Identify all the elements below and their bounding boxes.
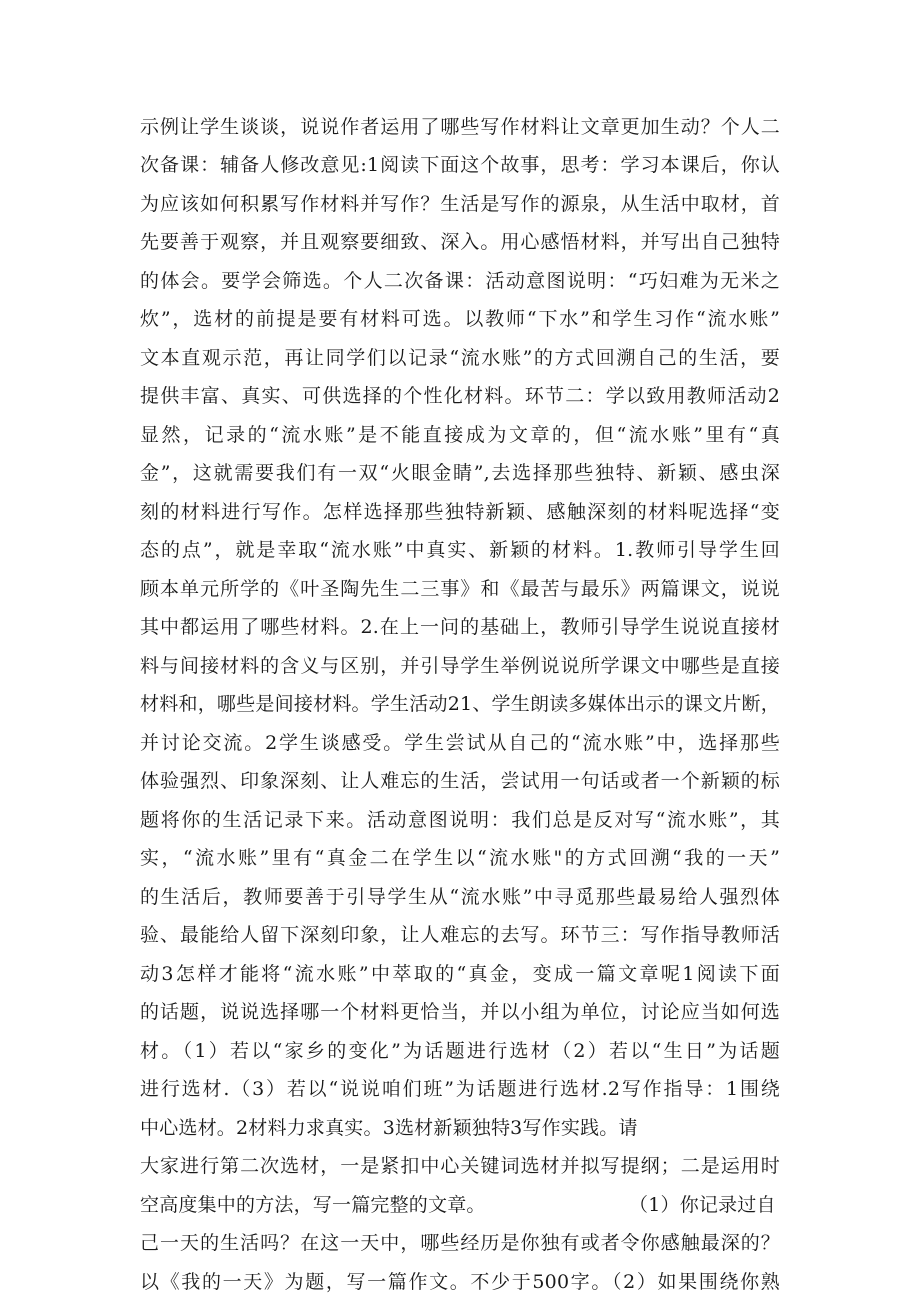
text-line: 为应该如何积累写作材料并写作？生活是写作的源泉，从生活中取材，首 bbox=[140, 193, 780, 215]
text-line: 料与间接材料的含义与区别，并引导学生举例说说所学课文中哪些是直接 bbox=[140, 655, 780, 677]
text-line: 其中都运用了哪些材料。2.在上一问的基础上，教师引导学生说说直接材 bbox=[140, 616, 780, 638]
text-line: 中心选材。2材料力求真实。3选材新颖独特3写作实践。请 bbox=[140, 1117, 638, 1139]
text-line: 体验强烈、印象深刻、让人难忘的生活，尝试用一句话或者一个新颖的标 bbox=[140, 770, 780, 792]
text-line: 顾本单元所学的《叶圣陶先生二三事》和《最苦与最乐》两篇课文，说说 bbox=[140, 578, 780, 600]
text-line: 空高度集中的方法，写一篇完整的文章。 bbox=[140, 1194, 486, 1216]
text-line: 大家进行第二次选材，一是紧扣中心关键词选材并拟写提纲；二是运用时 bbox=[140, 1155, 780, 1177]
text-line: 己一天的生活吗？在这一天中，哪些经历是你独有或者令你感触最深的？ bbox=[140, 1232, 780, 1254]
text-line: 以《我的一天》为题，写一篇作文。不少于500字。（2）如果围绕你熟 bbox=[140, 1271, 780, 1293]
text-line: 题将你的生活记录下来。活动意图说明：我们总是反对写“流水账”，其 bbox=[140, 809, 780, 831]
text-line: 示例让学生谈谈，说说作者运用了哪些写作材料让文章更加生动？个人二 bbox=[140, 116, 780, 138]
text-line: 先要善于观察，并且观察要细致、深入。用心感悟材料，并写出自己独特 bbox=[140, 231, 780, 253]
text-line: 文本直观示范，再让同学们以记录“流水账”的方式回溯自己的生活，要 bbox=[140, 347, 780, 369]
text-line: （1）你记录过自 bbox=[629, 1194, 776, 1216]
text-line: 金”，这就需要我们有一双“火眼金睛”,去选择那些独特、新颖、感虫深 bbox=[140, 462, 780, 484]
text-line: 并讨论交流。2学生谈感受。学生尝试从自己的“流水账”中，选择那些 bbox=[140, 732, 780, 754]
text-line: 态的点”，就是幸取“流水账”中真实、新颖的材料。1.教师引导学生回 bbox=[140, 539, 780, 561]
text-line: 次备课：辅备人修改意见:1阅读下面这个故事，思考：学习本课后，你认 bbox=[140, 154, 780, 176]
text-line: 刻的材料进行写作。怎样选择那些独特新颖、感触深刻的材料呢选择“变 bbox=[140, 501, 780, 523]
text-line: 材料和，哪些是间接材料。学生活动21、学生朗读多媒体出示的课文片断， bbox=[140, 693, 780, 715]
text-line: 材。（1）若以“家乡的变化”为话题进行选材（2）若以“生日”为话题 bbox=[140, 1040, 780, 1062]
text-line: 提供丰富、真实、可供选择的个性化材料。环节二：学以致用教师活动2 bbox=[140, 385, 780, 407]
text-line: 的体会。要学会筛选。个人二次备课：活动意图说明：“巧妇难为无米之 bbox=[140, 270, 780, 292]
text-line: 实，“流水账”里有“真金二在学生以“流水账"的方式回溯“我的一天” bbox=[140, 847, 780, 869]
text-line: 验、最能给人留下深刻印象，让人难忘的去写。环节三：写作指导教师活 bbox=[140, 924, 780, 946]
text-line: 进行选材.（3）若以“说说咱们班”为话题进行选材.2写作指导：1围绕 bbox=[140, 1078, 780, 1100]
text-line: 动3怎样才能将“流水账”中萃取的“真金，变成一篇文章呢1阅读下面 bbox=[140, 963, 780, 985]
text-line: 炊”，选材的前提是要有材料可选。以教师“下水”和学生习作“流水账” bbox=[140, 308, 780, 330]
text-line: 的话题，说说选择哪一个材料更恰当，并以小组为单位，讨论应当如何选 bbox=[140, 1001, 780, 1023]
text-line: 的生活后，教师要善于引导学生从“流水账”中寻觅那些最易给人强烈体 bbox=[140, 886, 780, 908]
text-line: 显然，记录的“流水账”是不能直接成为文章的，但“流水账”里有“真 bbox=[140, 424, 780, 446]
